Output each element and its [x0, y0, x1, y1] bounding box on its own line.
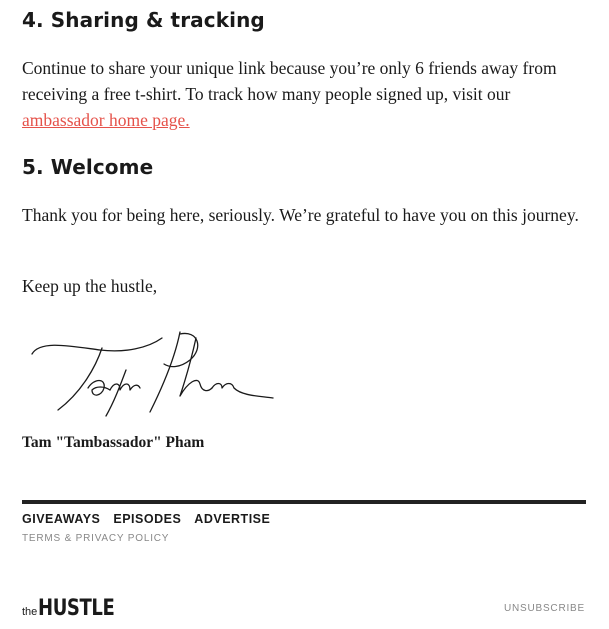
sharing-heading: 4. Sharing & tracking — [22, 8, 265, 32]
footer-link-episodes[interactable]: EPISODES — [113, 512, 182, 526]
logo-prefix: the — [22, 606, 38, 618]
signoff-closing: Keep up the hustle, — [22, 276, 158, 296]
welcome-paragraph: Thank you for being here, seriously. We’re grateful to have you on this journey. — [22, 205, 579, 225]
signer-name: Tam "Tambassador" Pham — [22, 434, 205, 451]
terms-privacy-link[interactable]: TERMS & PRIVACY POLICY — [22, 533, 170, 544]
unsubscribe-link[interactable]: UNSUBSCRIBE — [503, 603, 585, 614]
footer-divider — [22, 500, 586, 504]
logo-wordmark: HUSTLE — [38, 596, 115, 621]
footer-link-advertise[interactable]: ADVERTISE — [194, 512, 271, 526]
welcome-heading: 5. Welcome — [22, 155, 154, 179]
ambassador-home-link[interactable]: ambassador home page. — [22, 110, 190, 130]
sharing-paragraph — [22, 55, 588, 133]
the-hustle-logo[interactable] — [22, 596, 131, 621]
footer-link-giveaways[interactable]: GIVEAWAYS — [22, 512, 101, 526]
footer-nav — [22, 512, 270, 526]
handwritten-signature — [30, 326, 275, 418]
sharing-text: Continue to share your unique link because you’re only 6 friends away from receiving a free t-shirt. To track how many people signed up, visit our — [22, 58, 557, 104]
